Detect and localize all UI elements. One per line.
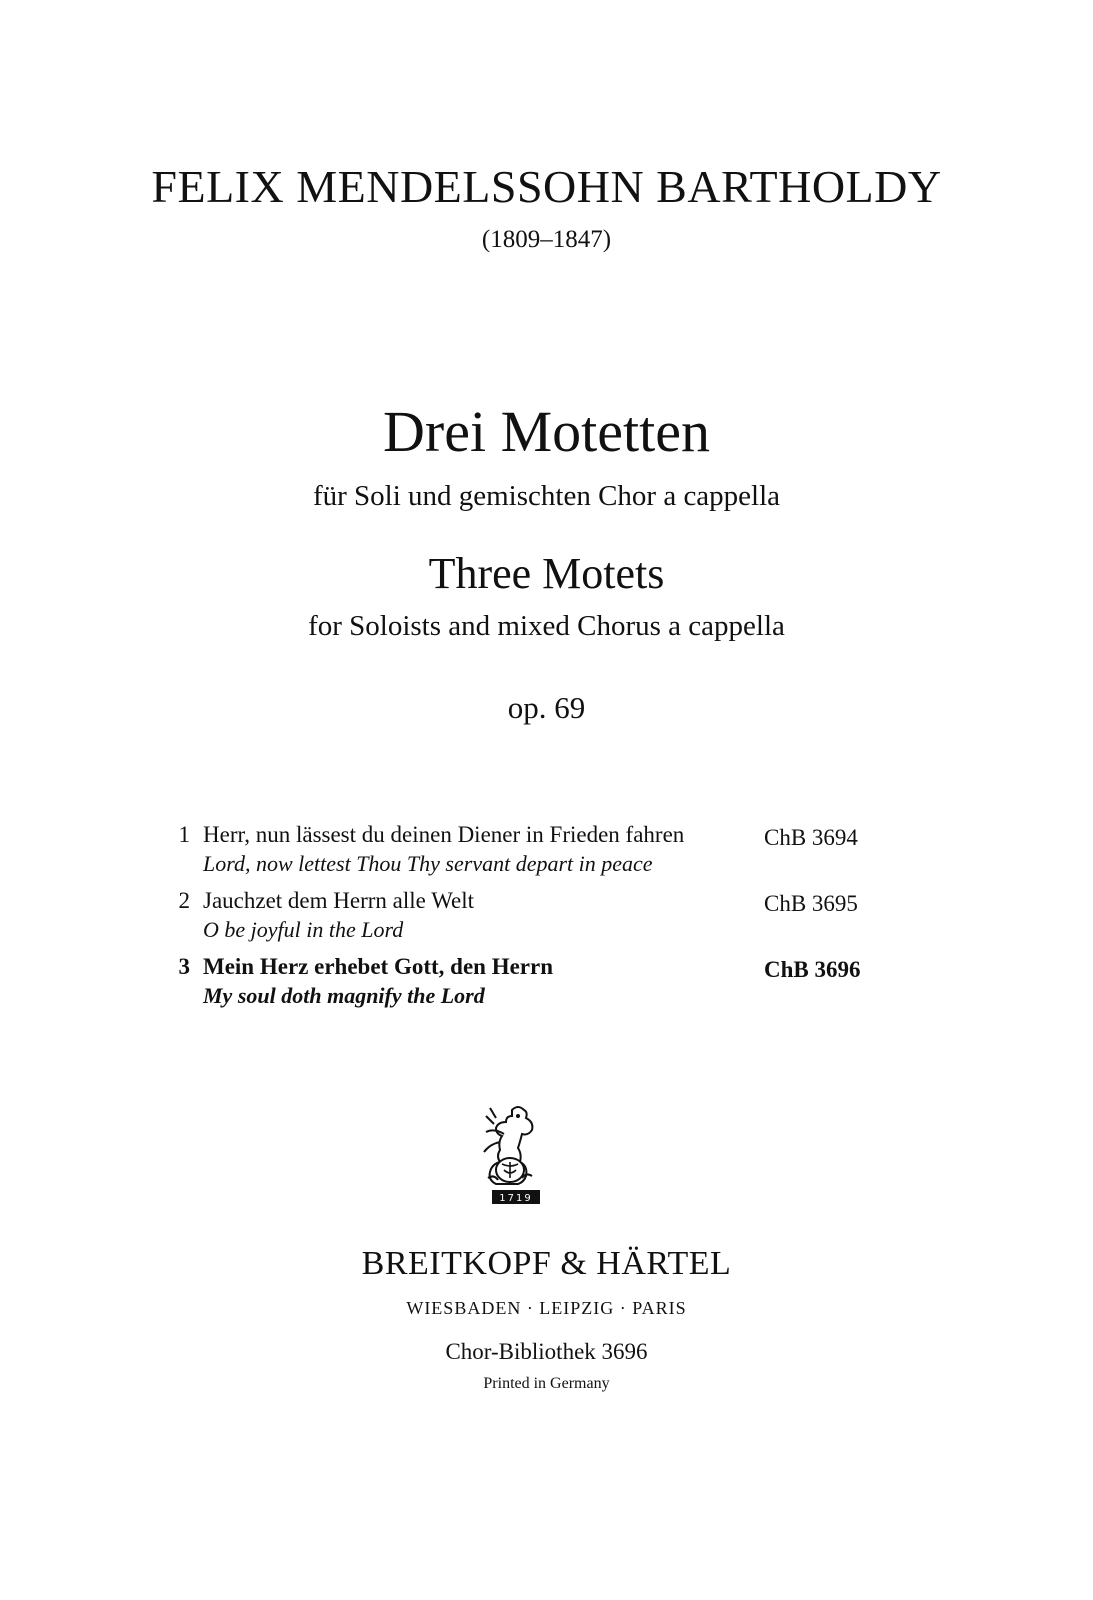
work-catalog-number: ChB 3695 <box>764 891 858 916</box>
opus-number: op. 69 <box>507 690 586 725</box>
work-title-english: O be joyful in the Lord <box>203 917 404 942</box>
publisher-cities: WIESBADEN · LEIPZIG · PARIS <box>406 1298 687 1318</box>
work-catalog-number: ChB 3696 <box>764 957 861 982</box>
publisher-name: BREITKOPF & HÄRTEL <box>361 1245 732 1282</box>
work-title-english: My soul doth magnify the Lord <box>203 983 485 1008</box>
printed-in: Printed in Germany <box>483 1375 610 1392</box>
work-title-german: Mein Herz erhebet Gott, den Herrn <box>203 954 553 979</box>
work-number: 1 <box>178 822 190 847</box>
publisher-emblem-icon <box>474 1104 550 1208</box>
logo-year: 1719 <box>499 1193 533 1204</box>
subtitle-english: for Soloists and mixed Chorus a cappella <box>308 610 785 642</box>
catalog-edition: Chor-Bibliothek 3696 <box>445 1339 648 1364</box>
title-english: Three Motets <box>428 549 665 598</box>
subtitle-german: für Soli und gemischten Chor a cappella <box>312 480 781 512</box>
work-catalog-number: ChB 3694 <box>764 825 858 850</box>
work-number: 3 <box>178 954 190 979</box>
work-title-english: Lord, now lettest Thou Thy servant depart in peace <box>203 851 653 876</box>
work-number: 2 <box>178 888 190 913</box>
work-item-2 <box>170 888 890 954</box>
work-title-german: Herr, nun lässest du deinen Diener in Frieden fahren <box>203 822 685 847</box>
work-title-german: Jauchzet dem Herrn alle Welt <box>203 888 475 913</box>
composer-dates: (1809–1847) <box>481 226 612 253</box>
works-list <box>170 822 890 1020</box>
composer-name: FELIX MENDELSSOHN BARTHOLDY <box>151 161 942 212</box>
title-german: Drei Motetten <box>383 399 710 464</box>
work-item-3 <box>170 954 890 1020</box>
work-item-1 <box>170 822 890 888</box>
